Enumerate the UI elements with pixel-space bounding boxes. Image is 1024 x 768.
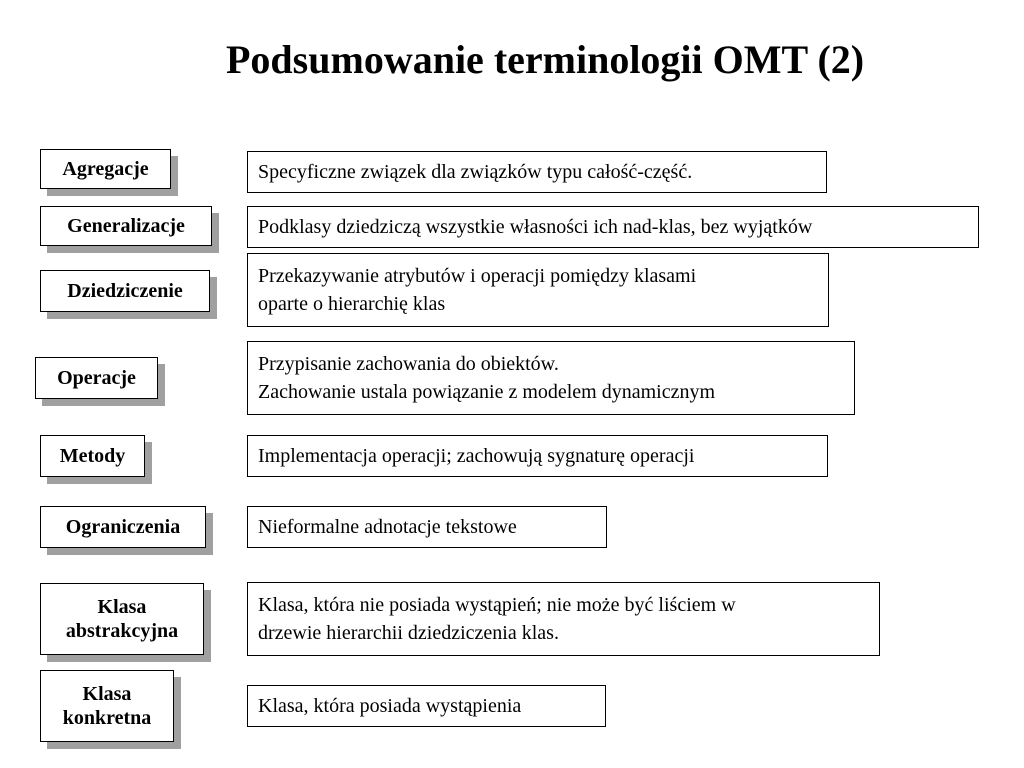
term-dziedziczenie: Dziedziczenie [40,270,210,312]
definition-klasa-konkretna: Klasa, która posiada wystąpienia [247,685,606,727]
definition-line: Zachowanie ustala powiązanie z modelem dynamicznym [258,381,716,403]
term-line: Klasa [97,595,147,618]
definition-ograniczenia: Nieformalne adnotacje tekstowe [247,506,607,548]
term-agregacje: Agregacje [40,149,171,189]
term-ograniczenia: Ograniczenia [40,506,206,548]
definition-generalizacje: Podklasy dziedziczą wszystkie własności ich nad-klas, bez wyjątków [247,206,979,248]
definition-line: Przypisanie zachowania do obiektów. [258,353,559,375]
definition-line: oparte o hierarchię klas [258,293,446,315]
term-line: abstrakcyjna [65,620,179,642]
definition-line: Przekazywanie atrybutów i operacji pomiędzy klasami [258,265,697,287]
term-line: konkretna [62,707,152,729]
term-klasa-abstrakcyjna [40,583,204,655]
term-klasa-konkretna [40,670,174,742]
page-title: Podsumowanie terminologii OMT (2) [226,37,865,82]
term-generalizacje: Generalizacje [40,206,212,246]
term-metody: Metody [40,435,145,477]
definition-operacje [247,341,855,415]
definition-klasa-abstrakcyjna [247,582,880,656]
definition-line: drzewie hierarchii dziedziczenia klas. [258,622,559,644]
term-operacje: Operacje [35,357,158,399]
definition-agregacje: Specyficzne związek dla związków typu całość-część. [247,151,827,193]
definition-dziedziczenie [247,253,829,327]
definition-line: Klasa, która nie posiada wystąpień; nie może być liściem w [258,594,736,616]
term-line: Klasa [82,682,132,705]
definition-metody: Implementacja operacji; zachowują sygnaturę operacji [247,435,828,477]
